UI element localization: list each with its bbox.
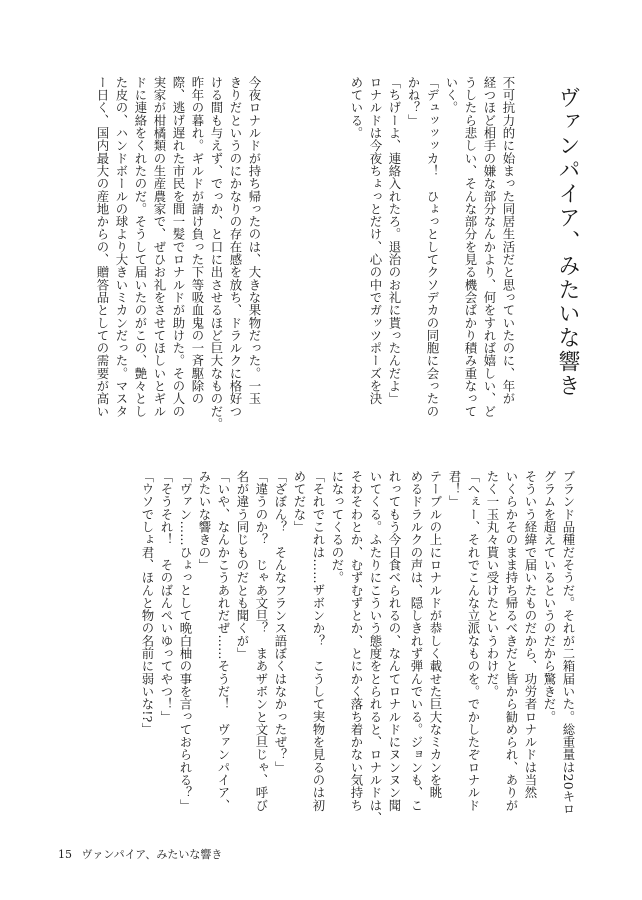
text-line: 「へぇー、それでこんな立派なものを。でかしたぞロナルド [466,470,481,812]
text-line: 名が違う同じものだとも聞くが」 [235,470,250,660]
text-line: 昨年の暮れ。ギルドが請け負った下等吸血鬼の一斉駆除の [190,76,205,405]
chapter-title: ヴァンパイア、みたいな響き [555,86,580,398]
text-line: いてくる。ふたりにこういう態度をとられると、ロナルドは、 [368,470,383,825]
text-line: ける間も与えず、でっか、と口に出させるほど巨大なものだ。 [209,76,224,431]
text-block-bottom-left [138,470,404,824]
text-line: そういう経緯で届いたものだから、功労者ロナルドは当然 [523,470,538,799]
page-number: 15 [58,848,72,861]
text-line: 「いや、なんかこうあれだぜ……そうだ！ ヴァンパイア、 [216,470,231,812]
text-line: 「違うのか？ じゃあ文旦？ まあザボンと文旦じゃ、呼び [254,470,269,812]
text-line: グラムを超えているというのだから驚きだ。 [542,470,557,723]
text-line: かね？」 [406,76,421,127]
text-line: になってくるのだ。 [330,470,345,584]
text-line: 際、逃げ遅れた市民を間一髪でロナルドが助けた。その人の [171,76,186,418]
text-line: 今夜ロナルドが持ち帰ったのは、大きな果物だった。一玉 [247,76,262,405]
text-line: いくらかそのまま持ち帰るべきだと皆から勧められ、ありが [504,470,519,812]
text-line: 「ウソでしょ君、ほんと物の名前に弱いな!?」 [140,470,155,736]
text-line: 君！」 [447,470,462,508]
text-line: 「それでこれは……ザボンか？ こうして実物を見るのは初 [311,470,326,812]
text-line: ロナルドは今夜ちょっとだけ、心の中でガッツポーズを決 [368,76,383,405]
text-line: ブランド品種だそうだ。それが二箱届いた。総重量は20キロ [561,470,576,816]
text-line: ー日く、国内最大の産地からの、贈答品としての需要が高い [95,76,110,418]
text-line: 「ざぼん？ そんなフランス語ぼくはなかったぜ？」 [273,470,288,774]
text-line: そわそわとか、むずむずとか、とにかく落ち着かない気持ち [349,470,364,812]
text-line: きりだというのにかなりの存在感を放ち、ドラルクに格好つ [228,76,243,418]
text-line: めるドラルクの声は、隠しきれず弾んでいる。ジョンも、こ [409,470,424,812]
text-line: めている。 [349,76,364,140]
running-title: ヴァンパイア、みたいな響き [81,848,223,861]
text-line: 「ヴァン……ひょっとして晩白柚の事を言っておられる？」 [178,470,193,812]
page-footer [58,846,228,862]
text-line: みたいな響きの」 [197,470,212,572]
text-line: 経つほど相手の嫌な部分なんかより、何をすれば嬉しい、ど [482,76,497,418]
text-line: うしたら悲しい、そんな部分を見る機会ばかり積み重なって [463,76,478,418]
text-line: 不可抗力的に始まった同居生活だと思っていたのに、年が [501,76,516,405]
text-line: ドに連絡をくれたのだ。そうして届いたのがこの、艶々とし [133,76,148,418]
text-line: いく。 [444,76,459,114]
text-line: 「デュッッッカ！ ひょっとしてクソデカの同胞に会ったの [425,76,440,418]
text-block-bottom-right [407,470,578,815]
text-line: た皮の、ハンドボールの球より大きいミカンだった。マスタ [114,76,129,418]
text-block-top-left [93,76,264,430]
text-line: テーブルの上にロナルドが恭しく載せた巨大なミカンを眺 [428,470,443,799]
text-line: 「そうそれ！ そのばんぺいゆってやつ！」 [159,470,174,723]
text-line: たく一玉丸々貰い受けたというわけだ。 [485,470,500,698]
text-line: 実家が柑橘類の生産農家で、ぜひお礼をさせてほしいとギル [152,76,167,418]
text-block-top-right [347,76,518,418]
text-line: 「ちげーよ、連絡入れたろ。退治のお礼に貰ったんだよ」 [387,76,402,405]
text-line: めてだな」 [292,470,307,534]
text-line: れってもう今日食べられるの、なんてロナルドにヌンヌン聞 [387,470,402,812]
